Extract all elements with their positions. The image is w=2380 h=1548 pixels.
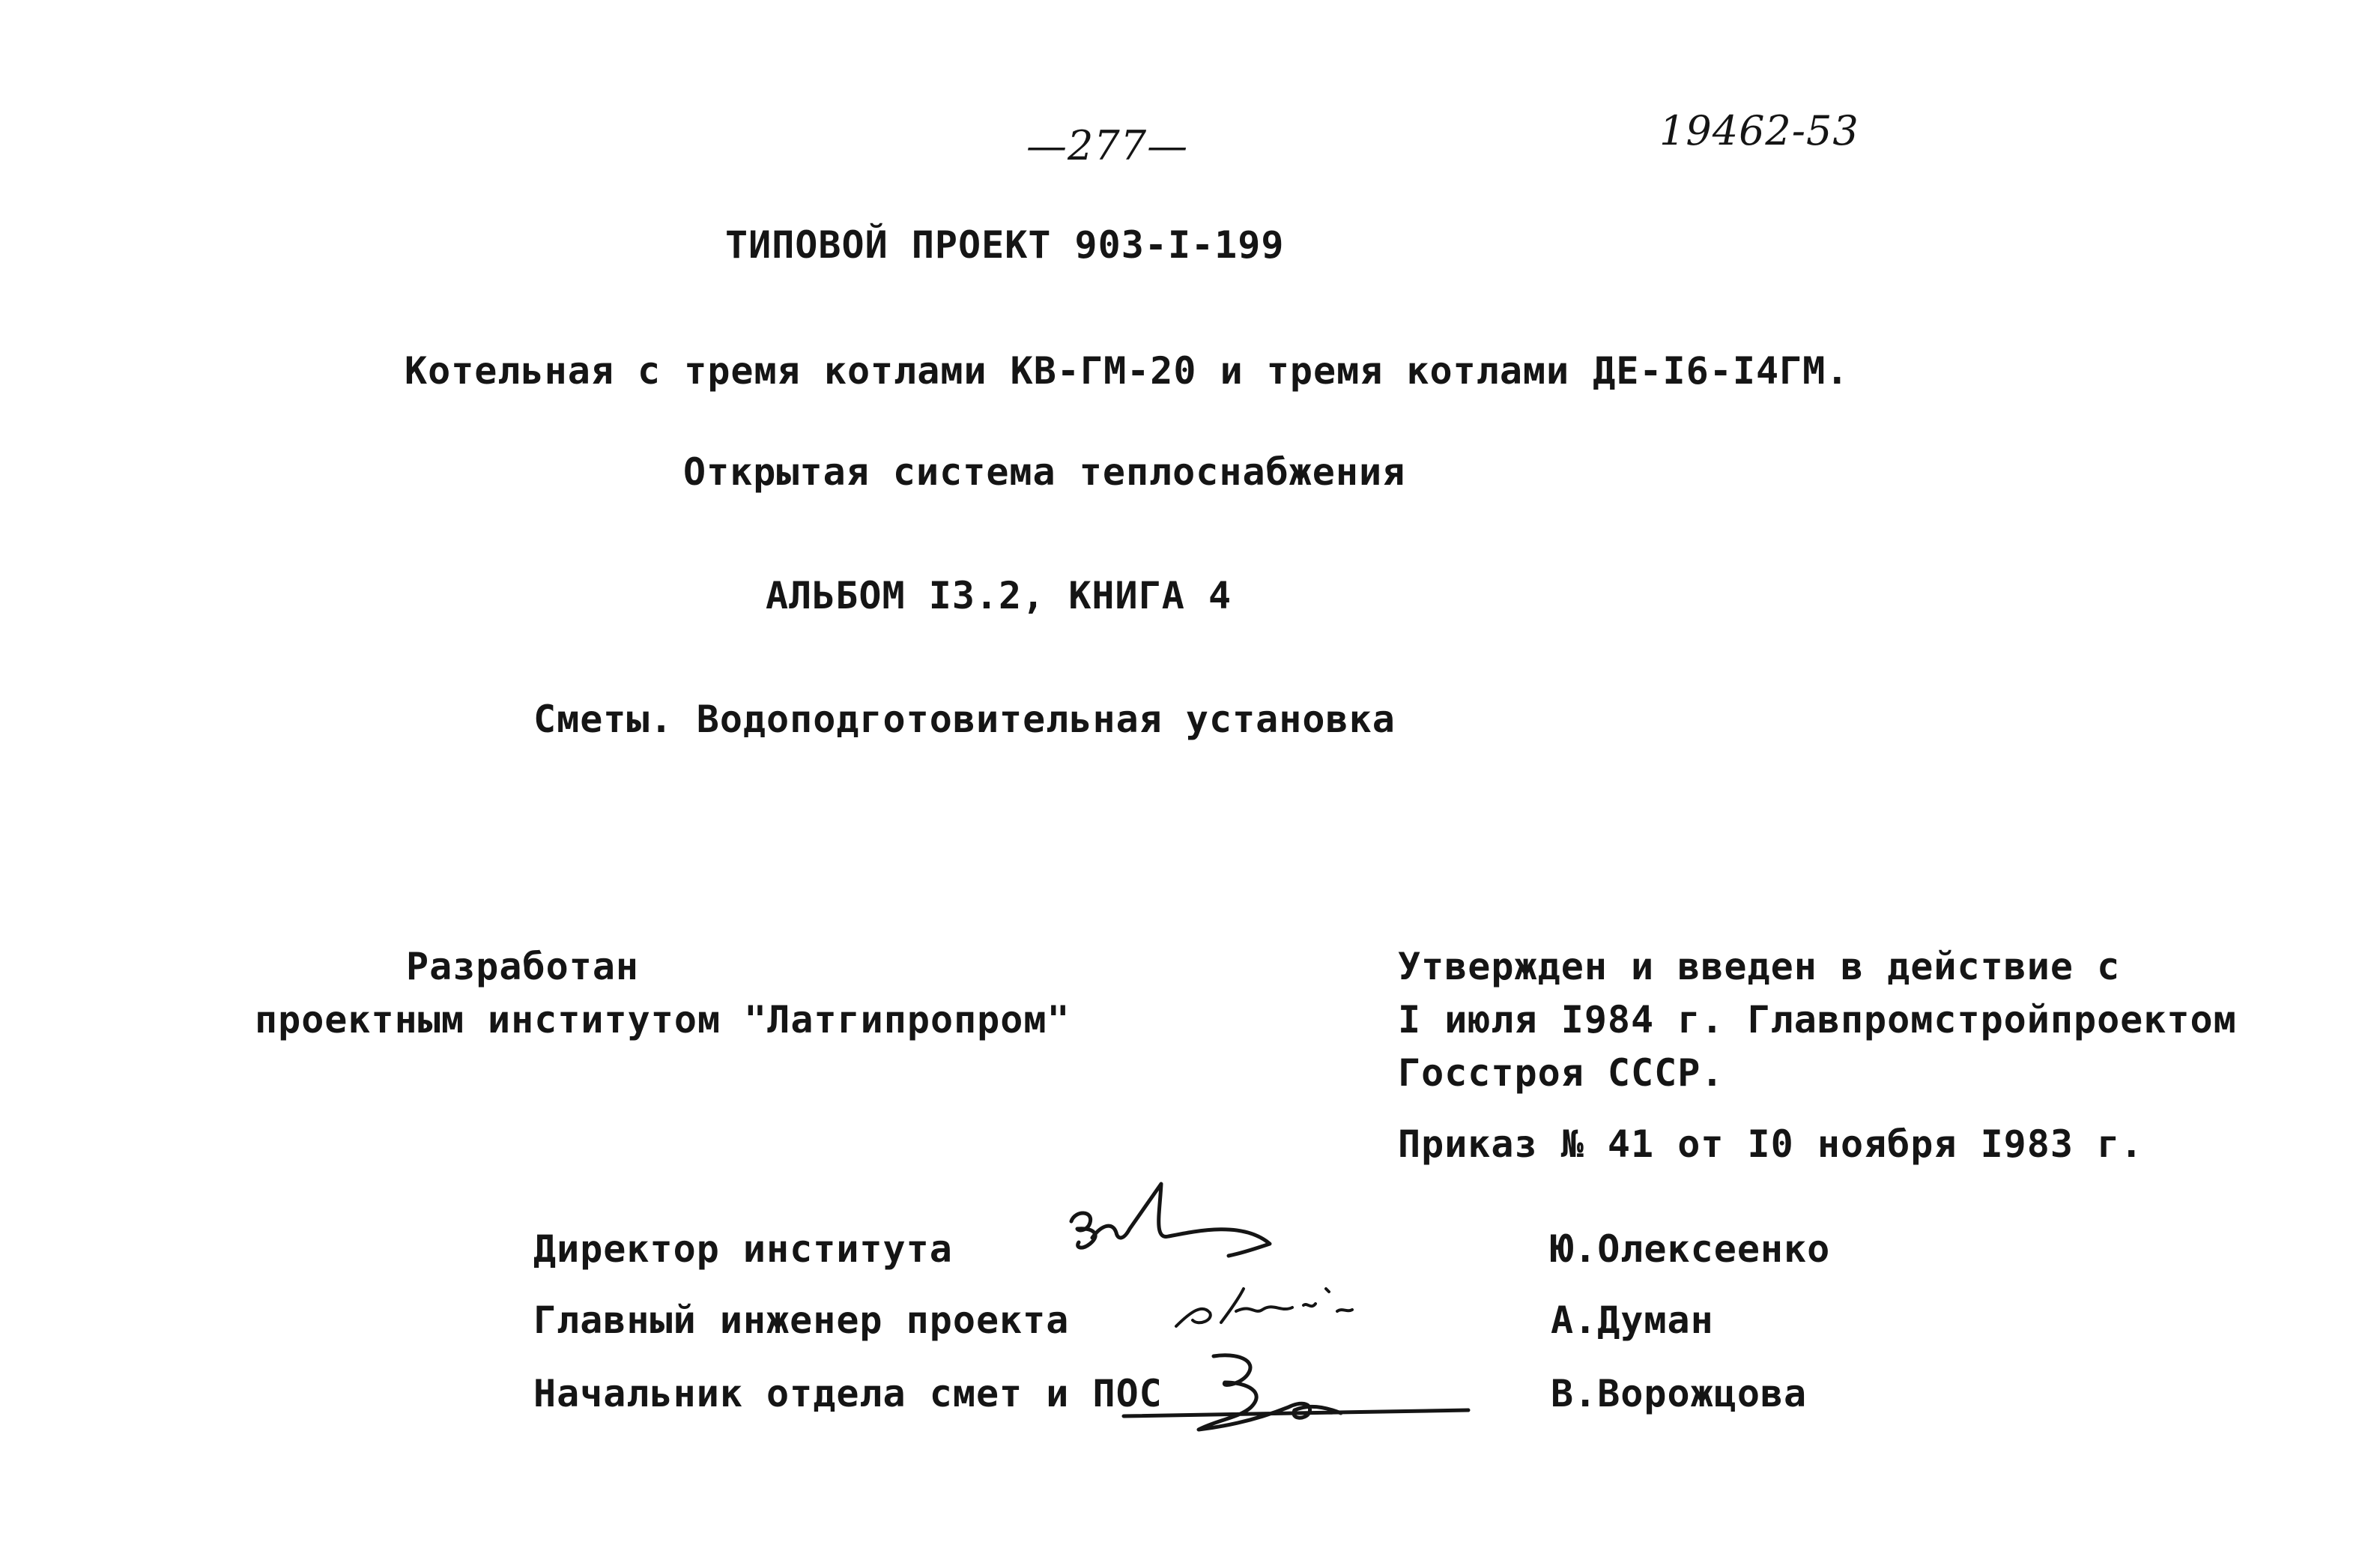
signatory-name: А.Думан [1551,1298,1714,1342]
album-title: АЛЬБОМ I3.2, КНИГА 4 [766,574,1232,617]
signatory-position: Директор института [533,1227,953,1271]
signatory-position: Начальник отдела смет и ПОС [533,1372,1163,1415]
signature-estimates-head [1116,1341,1476,1446]
signatory-name: В.Ворожцова [1551,1372,1808,1415]
signatory-position: Главный инженер проекта [533,1298,1070,1342]
developer-label: Разработан [406,945,640,988]
document-subject: Сметы. Водоподготовительная установка [533,698,1396,741]
developer-institute: проектным институтом "Латгипропром" [255,998,1071,1041]
archive-number: 19462-53 [1659,107,1859,154]
project-title: ТИПОВОЙ ПРОЕКТ 903-I-199 [725,223,1285,267]
page-number: —277— [1026,122,1189,169]
system-type: Открытая система теплоснабжения [683,450,1406,494]
project-description: Котельная с тремя котлами КВ-ГМ-20 и тремя котлами ДЕ-I6-I4ГМ. [405,349,1850,393]
approval-order: Приказ № 41 от I0 ноября I983 г. [1398,1122,2144,1166]
approval-line-1: Утвержден и введен в действие с [1398,945,2121,988]
approval-line-2: I июля I984 г. Главпромстройпроектом [1398,998,2237,1041]
signature-chief-engineer [1169,1266,1363,1349]
signatory-name: Ю.Олексеенко [1551,1227,1831,1271]
approval-line-3: Госстроя СССР. [1398,1051,1725,1095]
